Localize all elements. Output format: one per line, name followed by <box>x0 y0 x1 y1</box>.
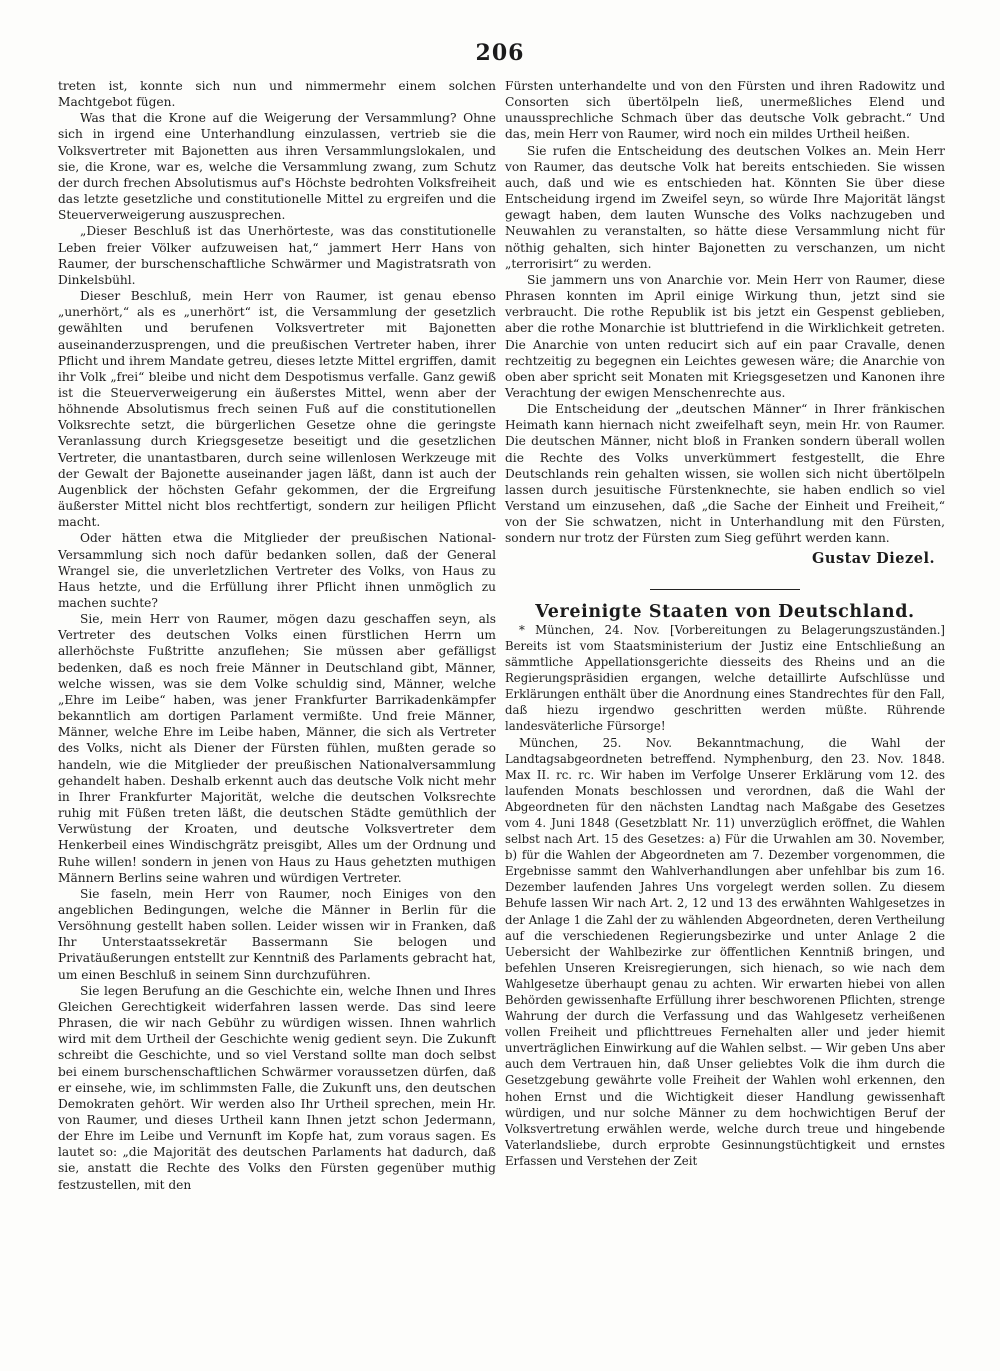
left-paragraph-8: Sie legen Berufung an die Geschichte ein, welche Ihnen und Ihres Gleichen Gerechtigkeit widerfahren lassen werde. Das sind leere Phrasen, die wir nach Gebühr zu würdigen wissen. Ihnen wahrlich wird mit dem Urtheil der Geschichte wenig gedient seyn. Die Zukunft schreibt die Geschichte, und so viel Verstand sollte man doch selbst bei einem burschenschaftlichen Schwärmer voraussetzen dürfen, daß er einsehe, wie, im schlimmsten Falle, die Zukunft uns, den deutschen Demokraten gehört. Wir werden also Ihr Urtheil sprechen, mein Hr. von Raumer, und dieses Urtheil kann Ihnen jetzt schon Jedermann, der Ehre im Leibe und Vernunft im Kopfe hat, zum voraus sagen. Es lautet so: „die Majorität des deutschen Parlaments hat dadurch, daß sie, anstatt die Rechte des Volks den Fürsten gegenüber muthig festzustellen, mit den <box>58 983 496 1192</box>
left-paragraph-5: Oder hätten etwa die Mitglieder der preußischen National-Versammlung sich noch dafür bedanken sollen, daß der General Wrangel sie, die unverletzlichen Vertreter des Volks, von Haus zu Haus hetzte, und die Erfüllung ihrer Pflicht ihnen unmöglich zu machen suchte? <box>58 531 496 610</box>
page-number: 206 <box>475 40 525 66</box>
left-paragraph-7: Sie faseln, mein Herr von Raumer, noch Einiges von den angeblichen Bedingungen, welche die Männer in Berlin für die Versöhnung gestellt haben sollen. Leider wissen wir in Franken, daß Ihr Unterstaatssekretär Bassermann Sie belogen und Privatäußerungen entstellt zur Kenntniß des Parlaments gebracht hat, um einen Beschluß in seinem Sinn durchzuführen. <box>58 886 496 982</box>
right-paragraph-2: Sie rufen die Entscheidung des deutschen Volkes an. Mein Herr von Raumer, das deutsche Volk hat bereits entschieden. Sie wissen auch, daß und wie es entschieden hat. Könnten Sie über diese Entscheidung irgend im Zweifel seyn, so würde Ihre Majorität längst gewagt haben, dem lauten Wunsche des Volks nachzugeben und Neuwahlen zu veranstalten, so hätte diese Versammlung nicht für nöthig gehalten, sich hinter Bajonetten zu verschanzen, um nicht „terrorisirt“ zu werden. <box>505 143 945 271</box>
news-item-munich-24: * München, 24. Nov. [Vorbereitungen zu Belagerungszuständen.] Bereits ist vom Staatsministerium der Justiz eine Entschließung an sämmtliche Appellationsgerichte diesseits des Rheins und an die Regierungspräsidien ergangen, welche detaillirte Aufschlüsse und Erklärungen enthält über die Anordnung eines Standrechtes für den Fall, daß hiezu irgendwo geschritten werden müßte. Rührende landesväterliche Fürsorge! <box>505 622 945 734</box>
section-divider <box>650 589 800 590</box>
left-paragraph-4: Dieser Beschluß, mein Herr von Raumer, ist genau ebenso „unerhört,“ als es „unerhört“ ist, die Versammlung der gesetzlich gewählten und berufenen Volksvertreter mit Bajonetten auseinanderzusprengen, und die preußischen Vertreter haben, ihrer Pflicht und ihrem Mandate getreu, dieses letzte Mittel ergriffen, damit ihr Volk „frei“ bleibe und nicht dem Despotismus verfalle. Ganz gewiß ist die Steuerverweigerung ein äußerstes Mittel, wenn aber der höhnende Absolutismus frech seinen Fuß auf die constitutionellen Volksrechte setzt, die bürgerlichen Gesetze ohne die geringste Veranlassung durch Kriegsgesetze beseitigt und die gesetzlichen Vertreter, die unantastbaren, durch seine willenlosen Werkzeuge mit der Gewalt der Bajonette auseinander jagen läßt, dann ist auch der Augenblick der höchsten Gefahr gekommen, der die Ergreifung äußerster Mittel nicht blos rechtfertigt, sondern zur heiligen Pflicht macht. <box>58 289 496 530</box>
news-section <box>505 622 945 1169</box>
article-signature: Gustav Diezel. <box>812 549 935 567</box>
left-paragraph-1: treten ist, konnte sich nun und nimmermehr einem solchen Machtgebot fügen. <box>58 79 496 110</box>
left-paragraph-6: Sie, mein Herr von Raumer, mögen dazu geschaffen seyn, als Vertreter des deutschen Volks einen fürstlichen Herrn um allerhöchste Fußtritte anzuflehen; Sie müssen aber gefälligst bedenken, daß es noch freie Männer in Deutschland gibt, Männer, welche wissen, was sie dem Volke schuldig sind, Männer, welche „Ehre im Leibe“ haben, was jener Frankfurter Barrikadenkämpfer bekanntlich am dortigen Parlament vermißte. Und freie Männer, Männer, welche Ehre im Leibe haben, Männer, die sich als Vertreter des Volks, nicht als Diener der Fürsten fühlen, mußten gerade so handeln, wie die Mitglieder der preußischen Nationalversammlung gehandelt haben. Deshalb erkennt auch das deutsche Volk nicht mehr in Ihrer Frankfurter Majorität, welche die deutschen Volksrechte ruhig mit Füßen treten läßt, die deutschen Städte gemüthlich der Verwüstung der Kroaten, und deutsche Volksvertreter dem Henkerbeil eines Windischgrätz preisgibt, Alles um der Ordnung und Ruhe willen! sondern in jenen von Haus zu Haus gehetzten muthigen Männern Berlins seine wahren und würdigen Vertreter. <box>58 612 496 885</box>
left-paragraph-3: „Dieser Beschluß ist das Unerhörteste, was das constitutionelle Leben freier Völker aufzuweisen hat,“ jammert Herr Hans von Raumer, der burschenschaftliche Schwärmer und Magistratsrath von Dinkelsbühl. <box>58 224 496 287</box>
section-title: Vereinigte Staaten von Deutschland. <box>535 601 915 622</box>
right-paragraph-1: Fürsten unterhandelte und von den Fürsten und ihren Radowitz und Consorten sich übertölpeln ließ, unermeßliches Elend und unaussprechliche Schmach über das deutsche Volk gebracht.“ Und das, mein Herr von Raumer, wird noch ein mildes Urtheil heißen. <box>505 79 945 142</box>
left-column <box>58 78 496 1193</box>
right-paragraph-3: Sie jammern uns von Anarchie vor. Mein Herr von Raumer, diese Phrasen konnten im April einige Wirkung thun, jetzt sind sie verbraucht. Die rothe Republik ist bis jetzt ein Gespenst geblieben, aber die rothe Monarchie ist bluttriefend in die Wirklichkeit getreten. Die Anarchie von unten reducirt sich auf ein paar Cravalle, denen rechtzeitig zu begegnen ein Leichtes gewesen wäre; die Anarchie von oben aber spricht seit Monaten mit Kriegsgesetzen und Kanonen ihre Verachtung der ewigen Menschenrechte aus. <box>505 272 945 400</box>
right-paragraph-4: Die Entscheidung der „deutschen Männer“ in Ihrer fränkischen Heimath kann hiernach nicht zweifelhaft seyn, mein Hr. von Raumer. Die deutschen Männer, nicht bloß in Franken sondern überall wollen die Rechte des Volks unverkümmert festgestellt, die Ehre Deutschlands rein gehalten wissen, sie wollen sich nicht übertölpeln lassen durch jesuitische Fürstenknechte, sie haben endlich so viel Verstand um einzusehen, daß „die Sache der Einheit und Freiheit,“ von der Sie schwatzen, nicht in Unterhandlung mit den Fürsten, sondern nur trotz der Fürsten zum Sieg geführt werden kann. <box>505 402 945 546</box>
news-item-munich-25: München, 25. Nov. Bekanntmachung, die Wahl der Landtagsabgeordneten betreffend. Nymphenburg, den 23. Nov. 1848. Max II. rc. rc. Wir haben im Verfolge Unserer Erklärung vom 12. des laufenden Monats beschlossen und verordnen, daß die Wahl der Abgeordneten für den nächsten Landtag nach Maßgabe des Gesetzes vom 4. Juni 1848 (Gesetzblatt Nr. 11) unverzüglich eröffnet, die Wahlen selbst nach Art. 15 des Gesetzes: a) Für die Urwahlen am 30. November, b) für die Wahlen der Abgeordneten am 7. Dezember vorgenommen, die Ergebnisse sammt den Wahlverhandlungen aber unfehlbar bis zum 16. Dezember laufenden Jahres Uns vorgelegt werden sollen. Zu diesem Behufe lassen Wir nach Art. 2, 12 und 13 des erwähnten Wahlgesetzes in der Anlage 1 die Zahl der zu wählenden Abgeordneten, deren Vertheilung auf die verschiedenen Regierungsbezirke und unter Anlage 2 die Uebersicht der Wahlbezirke zur öffentlichen Kenntniß bringen, und befehlen Unseren Kreisregierungen, sich hienach, so wie nach dem Wahlgesetze überhaupt genau zu achten. Wir erwarten hiebei von allen Behörden gewissenhafte Erfüllung ihrer beschworenen Pflichten, strenge Wahrung der durch die Verfassung und das Wahlgesetz verheißenen vollen Freiheit und pflichttreues Fernehalten aller und jeder hiemit unverträglichen Einwirkung auf die Wahlen selbst. — Wir geben Uns aber auch dem Vertrauen hin, daß Unser geliebtes Volk die ihm durch die Gesetzgebung gewährte volle Freiheit der Wahlen wohl erkennen, den hohen Ernst und die Wichtigkeit dieser Handlung gewissenhaft würdigen, und nur solche Männer zu dem hochwichtigen Beruf der Volksvertretung erwählen werde, welche durch treue und hingebende Vaterlandsliebe, durch erprobte Gesinnungstüchtigkeit und ernstes Erfassen und Verstehen der Zeit <box>505 735 945 1168</box>
left-paragraph-2: Was that die Krone auf die Weigerung der Versammlung? Ohne sich in irgend eine Unterhandlung einzulassen, vertrieb sie die Volksvertreter mit Bajonetten aus ihren Versammlungslokalen, und sie, die Krone, war es, welche die Versammlung zwang, zum Schutz der durch frechen Absolutismus auf's Höchste bedrohten Volksfreiheit das letzte gesetzliche und constitutionelle Mittel zu ergreifen und die Steuerverweigerung auszusprechen. <box>58 111 496 223</box>
right-column <box>505 78 945 1169</box>
